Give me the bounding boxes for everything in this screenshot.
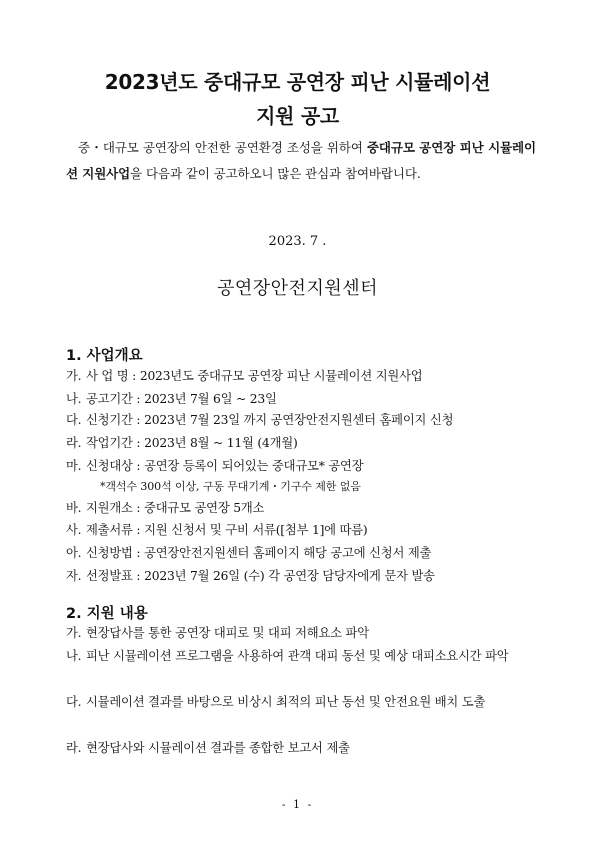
- section1-item: [66, 566, 538, 584]
- intro-text-part1: 중・대규모 공연장의 안전한 공연환경 조성을 위하여: [78, 140, 367, 155]
- item-key: 나.: [66, 649, 82, 663]
- item-key: 자.: [66, 569, 82, 583]
- section1-item: [66, 389, 538, 407]
- item-text: 공고기간 : 2023년 7월 6일 ~ 23일: [86, 392, 277, 406]
- intro-text-part2: 을 다음과 같이 공고하오니 많은 관심과 참여바랍니다.: [130, 166, 421, 181]
- section1-item: [66, 520, 538, 538]
- page-number: - 1 -: [281, 798, 314, 811]
- item-key: 가.: [66, 369, 82, 383]
- section1-item: [66, 366, 538, 384]
- item-text: 제출서류 : 지원 신청서 및 구비 서류([첨부 1]에 따름): [86, 523, 368, 537]
- item-key: 다.: [66, 413, 82, 427]
- item-text: 작업기간 : 2023년 8월 ~ 11월 (4개월): [86, 436, 298, 450]
- section1-item: [66, 433, 538, 451]
- section2-item: [66, 643, 538, 669]
- item-text: 신청대상 : 공연장 등록이 되어있는 중대규모* 공연장: [86, 459, 364, 473]
- document-title-line2: 지원 공고: [256, 104, 339, 128]
- section1-heading: 1. 사업개요: [66, 348, 143, 364]
- item-text: 선정발표 : 2023년 7월 26일 (수) 각 공연장 담당자에게 문자 발송: [86, 569, 435, 583]
- section2-item: [66, 735, 538, 761]
- item-key: 마.: [66, 459, 82, 473]
- item-key: 사.: [66, 523, 82, 537]
- item-text: 신청기간 : 2023년 7월 23일 까지 공연장안전지원센터 홈페이지 신청: [86, 413, 454, 427]
- item-key: 나.: [66, 392, 82, 406]
- item-key: 가.: [66, 626, 82, 640]
- item-key: 라.: [66, 741, 82, 755]
- item-key: 아.: [66, 546, 82, 560]
- item-key: 라.: [66, 436, 82, 450]
- intro-bold-program-name: 중대규모 공연장 피난 시뮬레이션 지원사업: [66, 140, 536, 181]
- section1-item: [66, 543, 538, 561]
- item-text: 지원개소 : 중대규모 공연장 5개소: [86, 501, 265, 515]
- item-text: 사 업 명 : 2023년도 중대규모 공연장 피난 시뮬레이션 지원사업: [86, 369, 423, 383]
- section2-heading: 2. 지원 내용: [66, 606, 148, 622]
- section1-footnote: *객석수 300석 이상, 구동 무대기계・기구수 제한 없음: [100, 480, 361, 493]
- section1-item: [66, 410, 538, 428]
- section1-item: [66, 498, 538, 516]
- item-text: 피난 시뮬레이션 프로그램을 사용하여 관객 대피 동선 및 예상 대피소요시간 파악: [86, 649, 509, 663]
- intro-paragraph: [66, 135, 536, 187]
- item-text: 신청방법 : 공연장안전지원센터 홈페이지 해당 공고에 신청서 제출: [86, 546, 432, 560]
- item-text: 현장답사를 통한 공연장 대피로 및 대피 저해요소 파악: [86, 626, 369, 640]
- item-key: 다.: [66, 695, 82, 709]
- section2-item: [66, 689, 538, 715]
- item-text: 시뮬레이션 결과를 바탕으로 비상시 최적의 피난 동선 및 안전요원 배치 도출: [86, 695, 486, 709]
- organization-name: 공연장안전지원센터: [217, 278, 378, 299]
- item-key: 바.: [66, 501, 82, 515]
- document-title-line1: 2023년도 중대규모 공연장 피난 시뮬레이션: [104, 70, 491, 94]
- section1-item: [66, 456, 538, 474]
- item-text: 현장답사와 시뮬레이션 결과를 종합한 보고서 제출: [86, 741, 350, 755]
- announcement-date: 2023. 7 .: [268, 234, 327, 249]
